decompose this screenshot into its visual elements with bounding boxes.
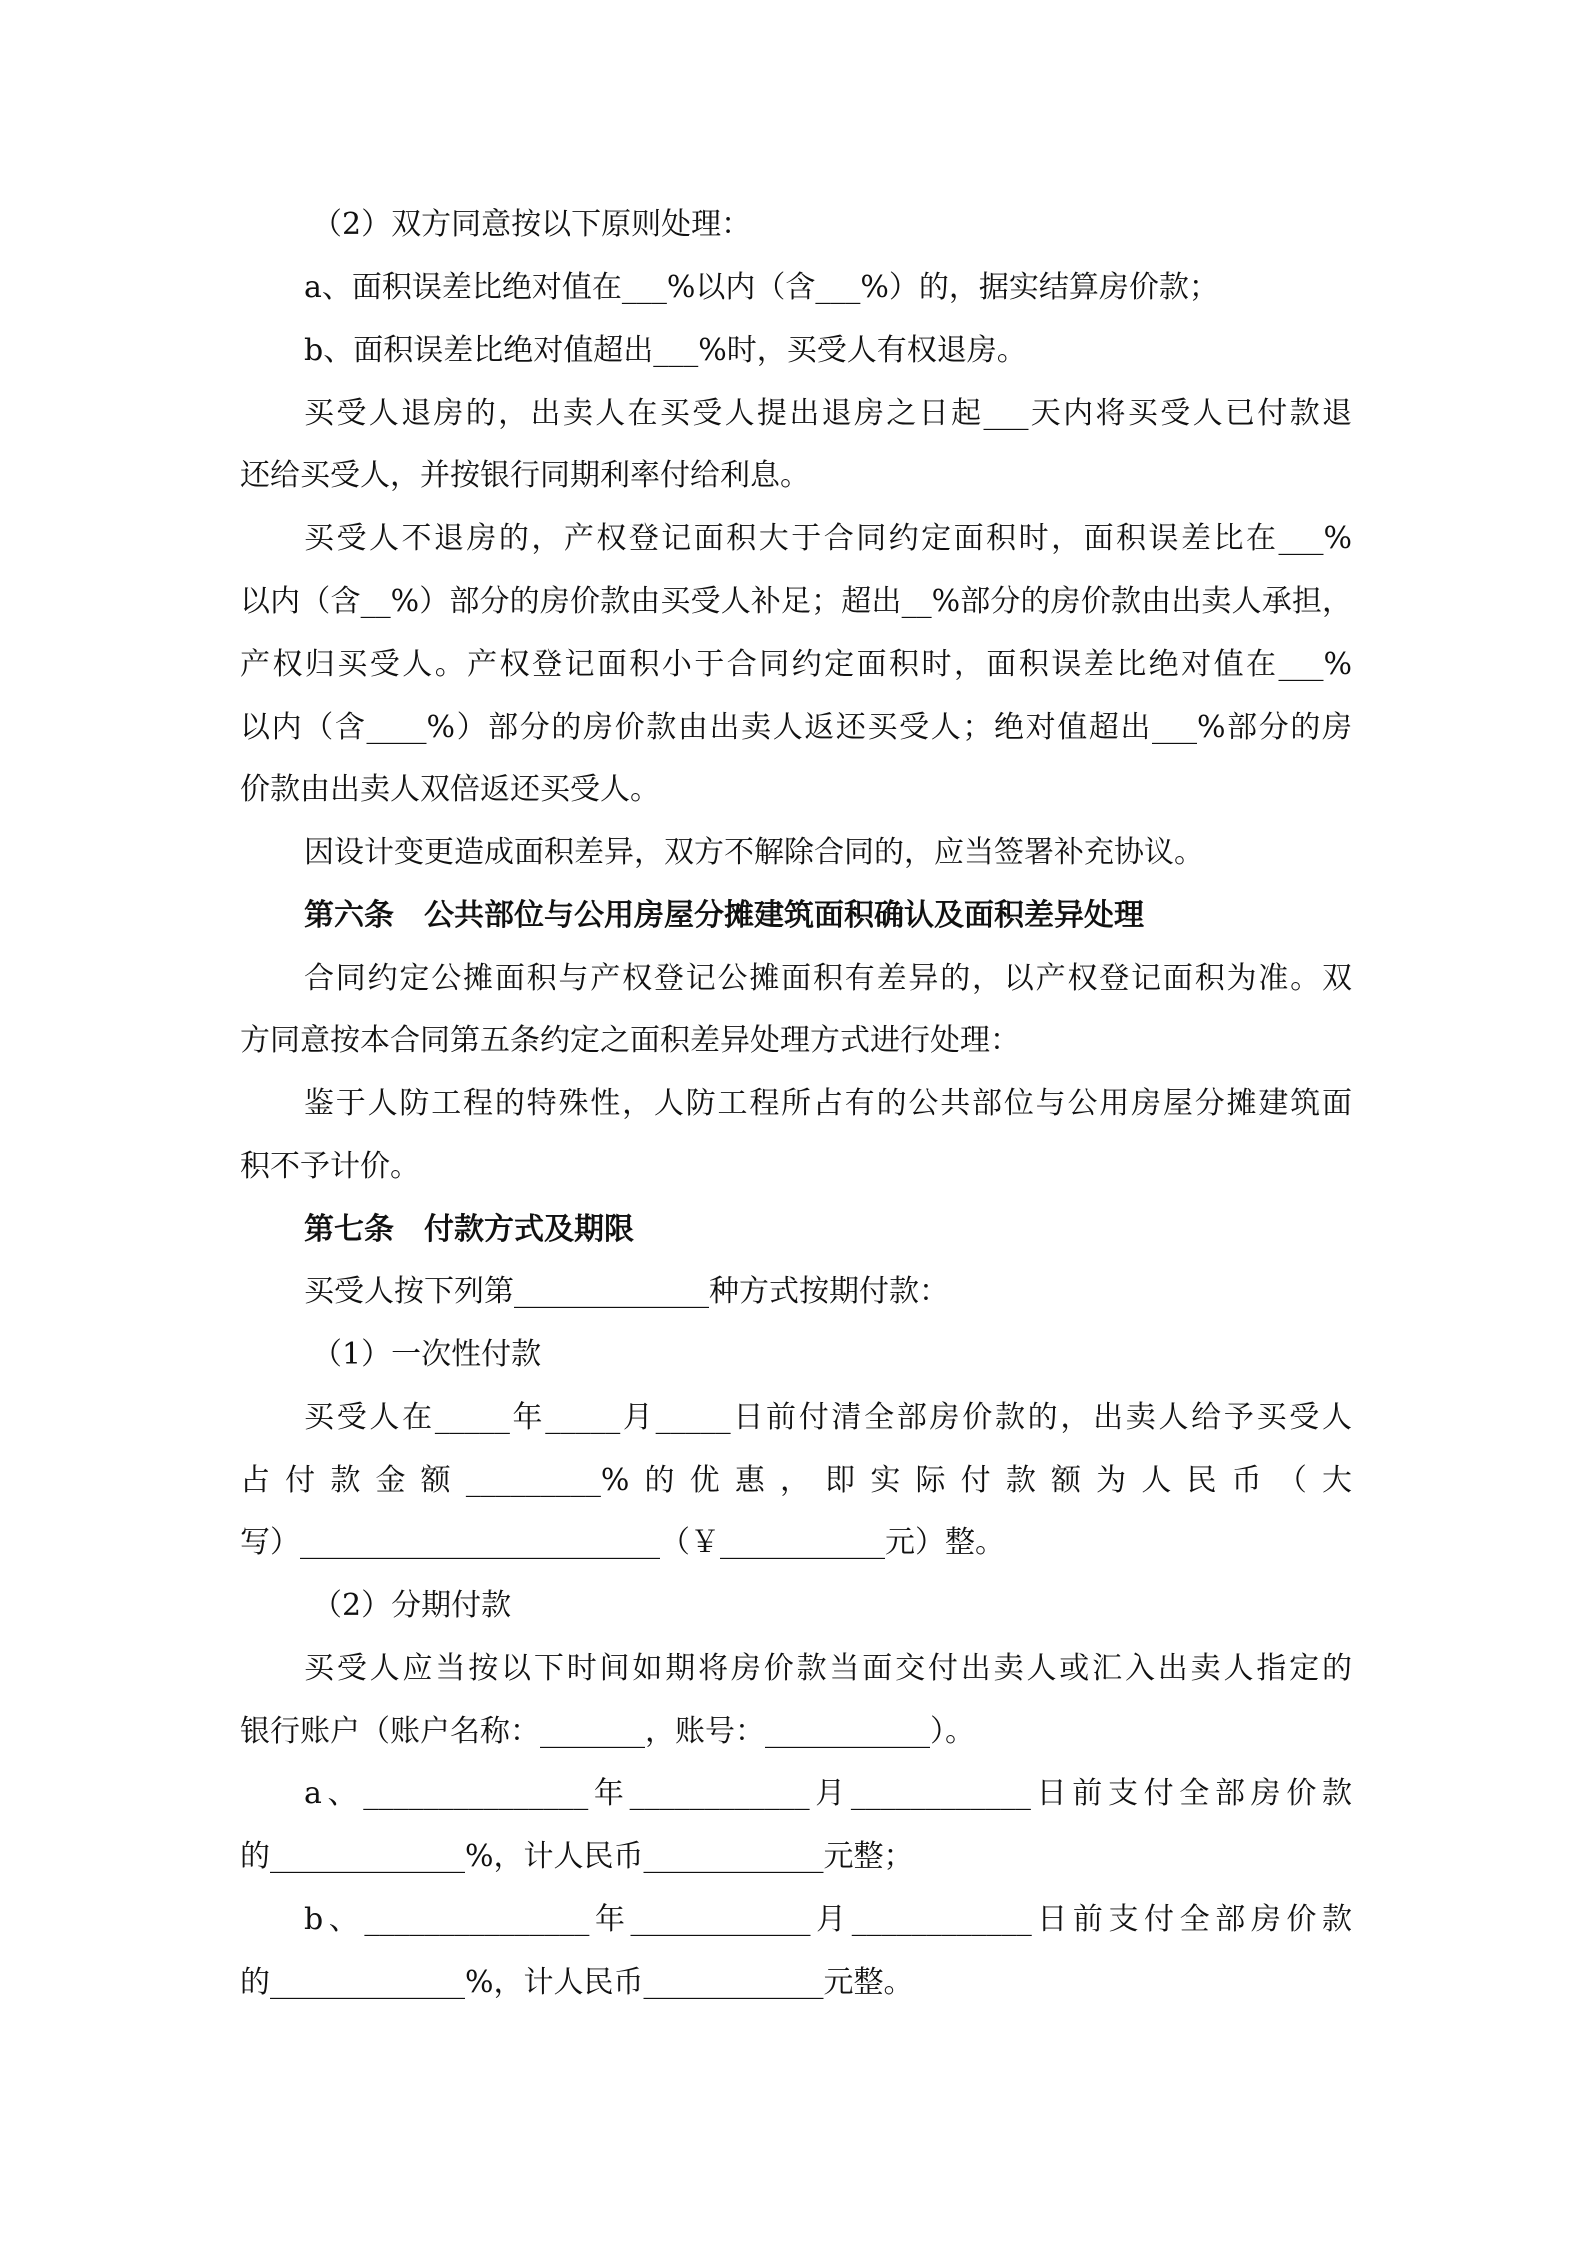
clause-2-heading: （2）双方同意按以下原则处理： xyxy=(312,207,752,242)
refund-paragraph-line-2: 还给买受人，并按银行同期利率付给利息。 xyxy=(240,458,810,493)
lump-sum-paragraph-line-1: 买受人在_____年_____月_____日前付清全部房价款的，出卖人给予买受人 xyxy=(304,1400,1352,1435)
clause-b: b、面积误差比绝对值超出___%时，买受人有权退房。 xyxy=(304,333,1027,368)
refund-paragraph-line-1: 买受人退房的，出卖人在买受人提出退房之日起___天内将买受人已付款退 xyxy=(304,396,1352,431)
installment-b-line-2: 的_____________%，计人民币____________元整。 xyxy=(240,1965,914,2000)
civil-defense-paragraph-line-1: 鉴于人防工程的特殊性，人防工程所占有的公共部位与公用房屋分摊建筑面 xyxy=(304,1086,1352,1121)
lump-sum-paragraph-line-2: 占付款金额_________%的优惠，即实际付款额为人民币（大 xyxy=(240,1463,1352,1498)
lump-sum-paragraph-line-3: 写）________________________（￥___________元）整。 xyxy=(240,1525,1005,1560)
article-6-heading: 第六条 公共部位与公用房屋分摊建筑面积确认及面积差异处理 xyxy=(304,898,1144,933)
installment-paragraph-line-1: 买受人应当按以下时间如期将房价款当面交付出卖人或汇入出卖人指定的 xyxy=(304,1651,1352,1686)
clause-a: a、面积误差比绝对值在___%以内（含___%）的，据实结算房价款； xyxy=(304,270,1219,305)
installment-paragraph-line-2: 银行账户（账户名称：_______，账号：___________）。 xyxy=(240,1714,975,1749)
installment-a-line-1: a、_______________年____________月____________日前支付全部房价款 xyxy=(304,1776,1352,1811)
article-6-paragraph-line-2: 方同意按本合同第五条约定之面积差异处理方式进行处理： xyxy=(240,1023,1020,1058)
payment-method-line: 买受人按下列第_____________种方式按期付款： xyxy=(304,1274,949,1309)
design-change-paragraph: 因设计变更造成面积差异，双方不解除合同的，应当签署补充协议。 xyxy=(304,835,1204,870)
no-refund-paragraph-line-3: 产权归买受人。产权登记面积小于合同约定面积时，面积误差比绝对值在___% xyxy=(240,647,1352,682)
no-refund-paragraph-line-5: 价款由出卖人双倍返还买受人。 xyxy=(240,772,660,807)
no-refund-paragraph-line-1: 买受人不退房的，产权登记面积大于合同约定面积时，面积误差比在___% xyxy=(304,521,1352,556)
no-refund-paragraph-line-2: 以内（含__%）部分的房价款由买受人补足；超出__%部分的房价款由出卖人承担， xyxy=(240,584,1352,619)
article-7-heading: 第七条 付款方式及期限 xyxy=(304,1212,634,1247)
lump-sum-heading: （1）一次性付款 xyxy=(312,1337,542,1372)
installment-b-line-1: b、_______________年____________月____________日前支付全部房价款 xyxy=(304,1902,1352,1937)
civil-defense-paragraph-line-2: 积不予计价。 xyxy=(240,1149,420,1184)
article-6-paragraph-line-1: 合同约定公摊面积与产权登记公摊面积有差异的，以产权登记面积为准。双 xyxy=(304,961,1352,996)
installment-heading: （2）分期付款 xyxy=(312,1588,512,1623)
installment-a-line-2: 的_____________%，计人民币____________元整； xyxy=(240,1839,914,1874)
no-refund-paragraph-line-4: 以内（含____%）部分的房价款由出卖人返还买受人；绝对值超出___%部分的房 xyxy=(240,710,1352,745)
